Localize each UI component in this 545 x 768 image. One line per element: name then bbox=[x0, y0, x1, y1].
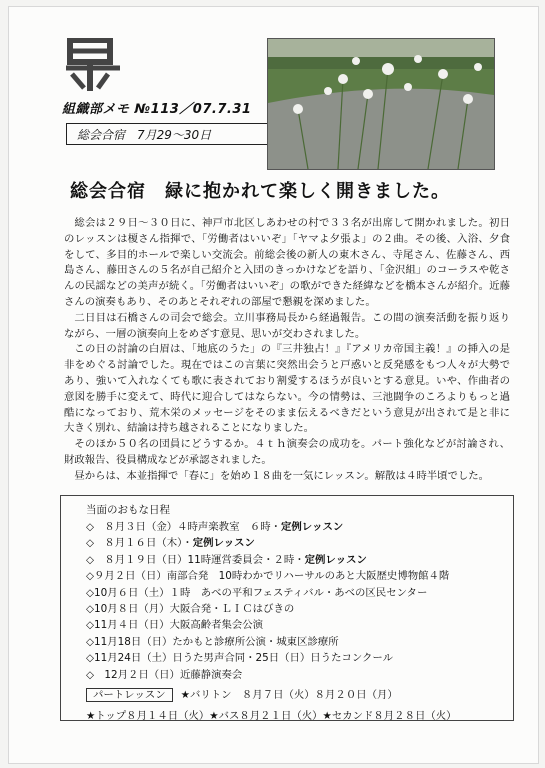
schedule-title: 当面のおもな日程 bbox=[86, 504, 170, 516]
flower-photo bbox=[267, 38, 495, 170]
schedule-row: ◇９月２日（日）南部合発 10時わかでリハーサルのあと大阪歴史博物館４階 bbox=[86, 570, 450, 583]
issue-number: 組織部メモ №113／07.7.31 bbox=[62, 102, 252, 117]
schedule-row: ◇10月８日（月）大阪合発・ＬＩＣはびきの bbox=[86, 603, 295, 616]
paragraph: 二日目は石橋さんの司会で総会。立川事務局長から経過報告。この間の演奏活動を振り返りながら、一層の演奏向上をめざす意見、思いが交わされました。 bbox=[64, 311, 510, 340]
part-lesson-label: パートレッスン bbox=[86, 688, 173, 702]
schedule-row: ◇ ８月３日（金）４時声楽教室 ６時・定例レッスン bbox=[86, 521, 344, 533]
article-body bbox=[64, 216, 510, 485]
logo-mark bbox=[64, 38, 122, 92]
schedule-row: ◇11月24日（土）日うた男声合同・25日（日）日うたコンクール bbox=[86, 652, 394, 665]
part-lesson-line-2: ★トップ８月１４日（火）★バス８月２１日（火）★セカンド８月２８日（火） bbox=[86, 710, 457, 722]
schedule-row: ◇11月18日（日）たかもと診療所公演・城東区診療所 bbox=[86, 635, 339, 648]
schedule-row: ◇11月４日（日）大阪高齢者集会公演 bbox=[86, 619, 264, 632]
part-lesson-line-1: パートレッスン ★バリトン ８月７日（火）８月２０日（月） bbox=[86, 686, 398, 701]
schedule-row: ◇10月６日（土）１時 あべの平和フェスティバル・あべの区民センター bbox=[86, 586, 428, 599]
handwritten-date-note: 総会合宿 7月29～30日 bbox=[66, 123, 270, 145]
schedule-row: ◇ ８月１６日（木）・定例レッスン bbox=[86, 537, 255, 550]
paragraph: 総会は２９日～３０日に、神戸市北区しあわせの村で３３名が出席して開かれました。初日のレッスンは榎さん指揮で、「労働者はいいぞ」「ヤマよ夕張よ」の２曲。その後、入浴、夕食をして、多目的ホールで楽しい交流会。前総会後の新人の東木さん、寺尾さん、佐藤さん、西島さん、藤田さんの５名が自己紹介と入団のきっかけなどを語り、「金沢組」のコーラスや乾さんの民謡などの美声が続く。「労働者はいいぞ」の歌ができた経緯などを橋本さんが紹介。近藤さんの演奏もあり、そのあとそれぞれの部屋で懇親を深めました。 bbox=[64, 217, 510, 308]
paragraph: 昼からは、本並指揮で「春に」を始め１８曲を一気にレッスン。解散は４時半頃でした。 bbox=[74, 469, 490, 482]
schedule-row: ◇ 12月２日（日）近藤静演奏会 bbox=[86, 668, 243, 681]
paragraph: そのほか５０名の団員にどうするか。４ｔｈ演奏会の成功を。パート強化などが討論され、財政報告、役員構成などが承認されました。 bbox=[64, 438, 510, 466]
paragraph: この日の討論の白眉は、「地底のうた」の『三井独占！』『アメリカ帝国主義！』の挿入の是非をめぐる討論でした。現在ではこの言葉に突然出会うと戸惑いと反発感をもつ人々が大勢であり、強いて入れなくても歌に表されており割愛するほうが良いとする意見。いや、作曲者の意図を勝手に変えて、時代に迎合してはならない。今の情勢は、三池闘争のころよりもっと過酷になっており、荒木栄のメッセージをそのまま伝えるべきだという意見が出されて是と非に大きく別れ、結論は持ち越されることになりました。 bbox=[64, 343, 510, 435]
schedule-row: ◇ ８月１９日（日）11時運営委員会・２時・定例レッスン bbox=[86, 553, 367, 566]
headline: 総会合宿 緑に抱かれて楽しく開きました。 bbox=[70, 181, 450, 202]
schedule-list bbox=[86, 519, 449, 683]
